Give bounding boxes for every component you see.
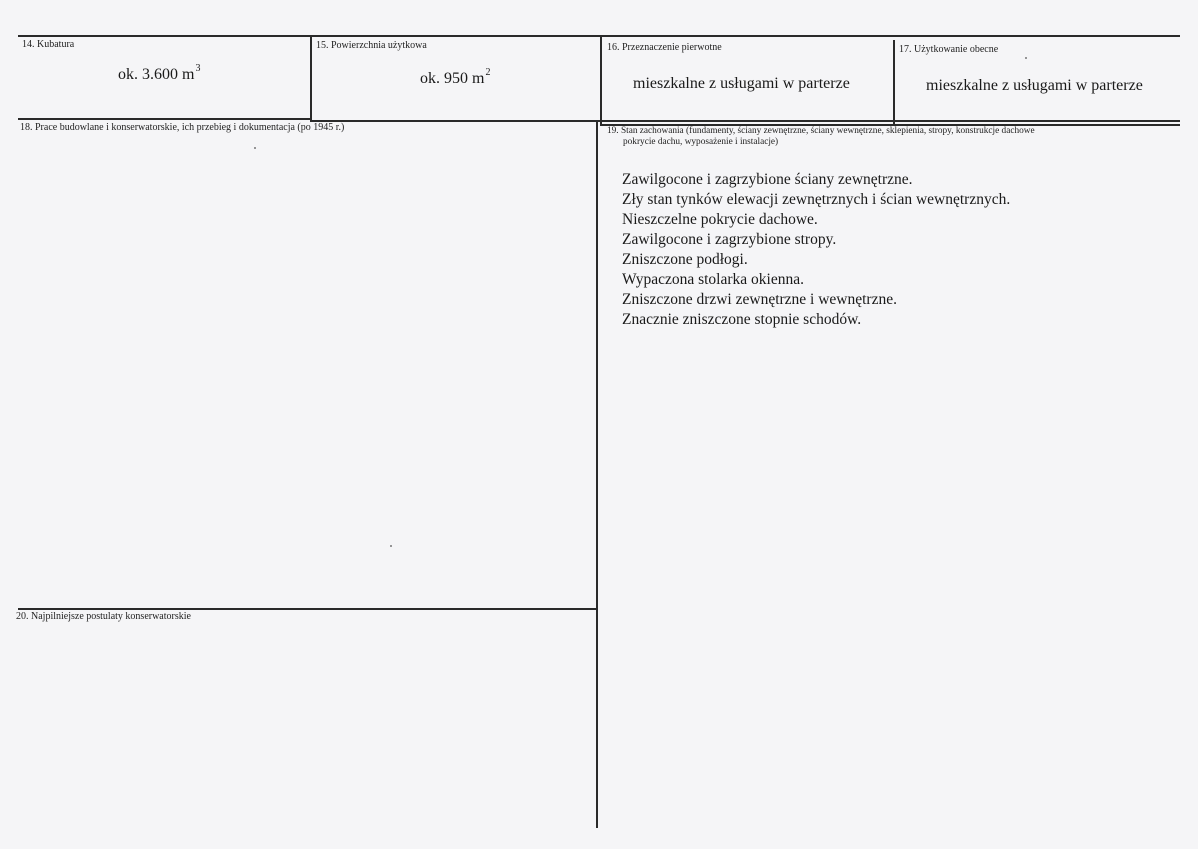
condition-item: Wypaczona stolarka okienna. xyxy=(622,271,804,288)
field17-value: mieszkalne z usługami w parterze xyxy=(926,77,1143,94)
divider-16-17 xyxy=(893,40,895,124)
main-column-divider xyxy=(596,120,598,828)
field19-label-line1: 19. Stan zachowania (fundamenty, ściany zewnętrzne, ściany wewnętrzne, sklepienia, stropy, konstrukcje dachowe xyxy=(607,126,1035,136)
condition-item: Zawilgocone i zagrzybione ściany zewnętrzne. xyxy=(622,171,913,188)
field20-label: 20. Najpilniejsze postulaty konserwatorskie xyxy=(16,611,191,622)
paper-speck xyxy=(1025,57,1027,59)
condition-item: Zawilgocone i zagrzybione stropy. xyxy=(622,231,837,248)
row1-bottom-line-right xyxy=(310,120,1180,122)
top-border-line xyxy=(18,35,1180,37)
condition-item: Znacznie zniszczone stopnie schodów. xyxy=(622,311,862,328)
field18-label: 18. Prace budowlane i konserwatorskie, ich przebieg i dokumentacja (po 1945 r.) xyxy=(20,122,345,133)
field16-label: 16. Przeznaczenie pierwotne xyxy=(607,42,722,53)
divider-14-15 xyxy=(310,36,312,120)
divider-15-16 xyxy=(600,36,602,124)
field15-value xyxy=(420,67,491,88)
paper-speck xyxy=(254,147,256,149)
field16-value: mieszkalne z usługami w parterze xyxy=(633,75,850,92)
field14-value-sup: 3 xyxy=(195,63,201,74)
field15-value-text: ok. 950 m xyxy=(420,70,485,87)
condition-item: Zły stan tynków elewacji zewnętrznych i ścian wewnętrznych. xyxy=(622,191,1011,208)
field15-label: 15. Powierzchnia użytkowa xyxy=(316,40,427,51)
field14-value xyxy=(118,63,201,84)
row1-bottom-line-left xyxy=(18,118,312,120)
paper-speck xyxy=(390,545,392,547)
field17-label: 17. Użytkowanie obecne xyxy=(899,44,999,55)
condition-list xyxy=(622,170,1010,330)
field19-label-line2: pokrycie dachu, wyposażenie i instalacje) xyxy=(623,137,779,147)
field14-value-text: ok. 3.600 m xyxy=(118,66,195,83)
condition-item: Nieszczelne pokrycie dachowe. xyxy=(622,211,818,228)
condition-item: Zniszczone drzwi zewnętrzne i wewnętrzne. xyxy=(622,291,897,308)
condition-item: Zniszczone podłogi. xyxy=(622,251,748,268)
field20-top-line xyxy=(18,608,598,610)
field15-value-sup: 2 xyxy=(485,67,491,78)
field14-label: 14. Kubatura xyxy=(22,39,75,50)
